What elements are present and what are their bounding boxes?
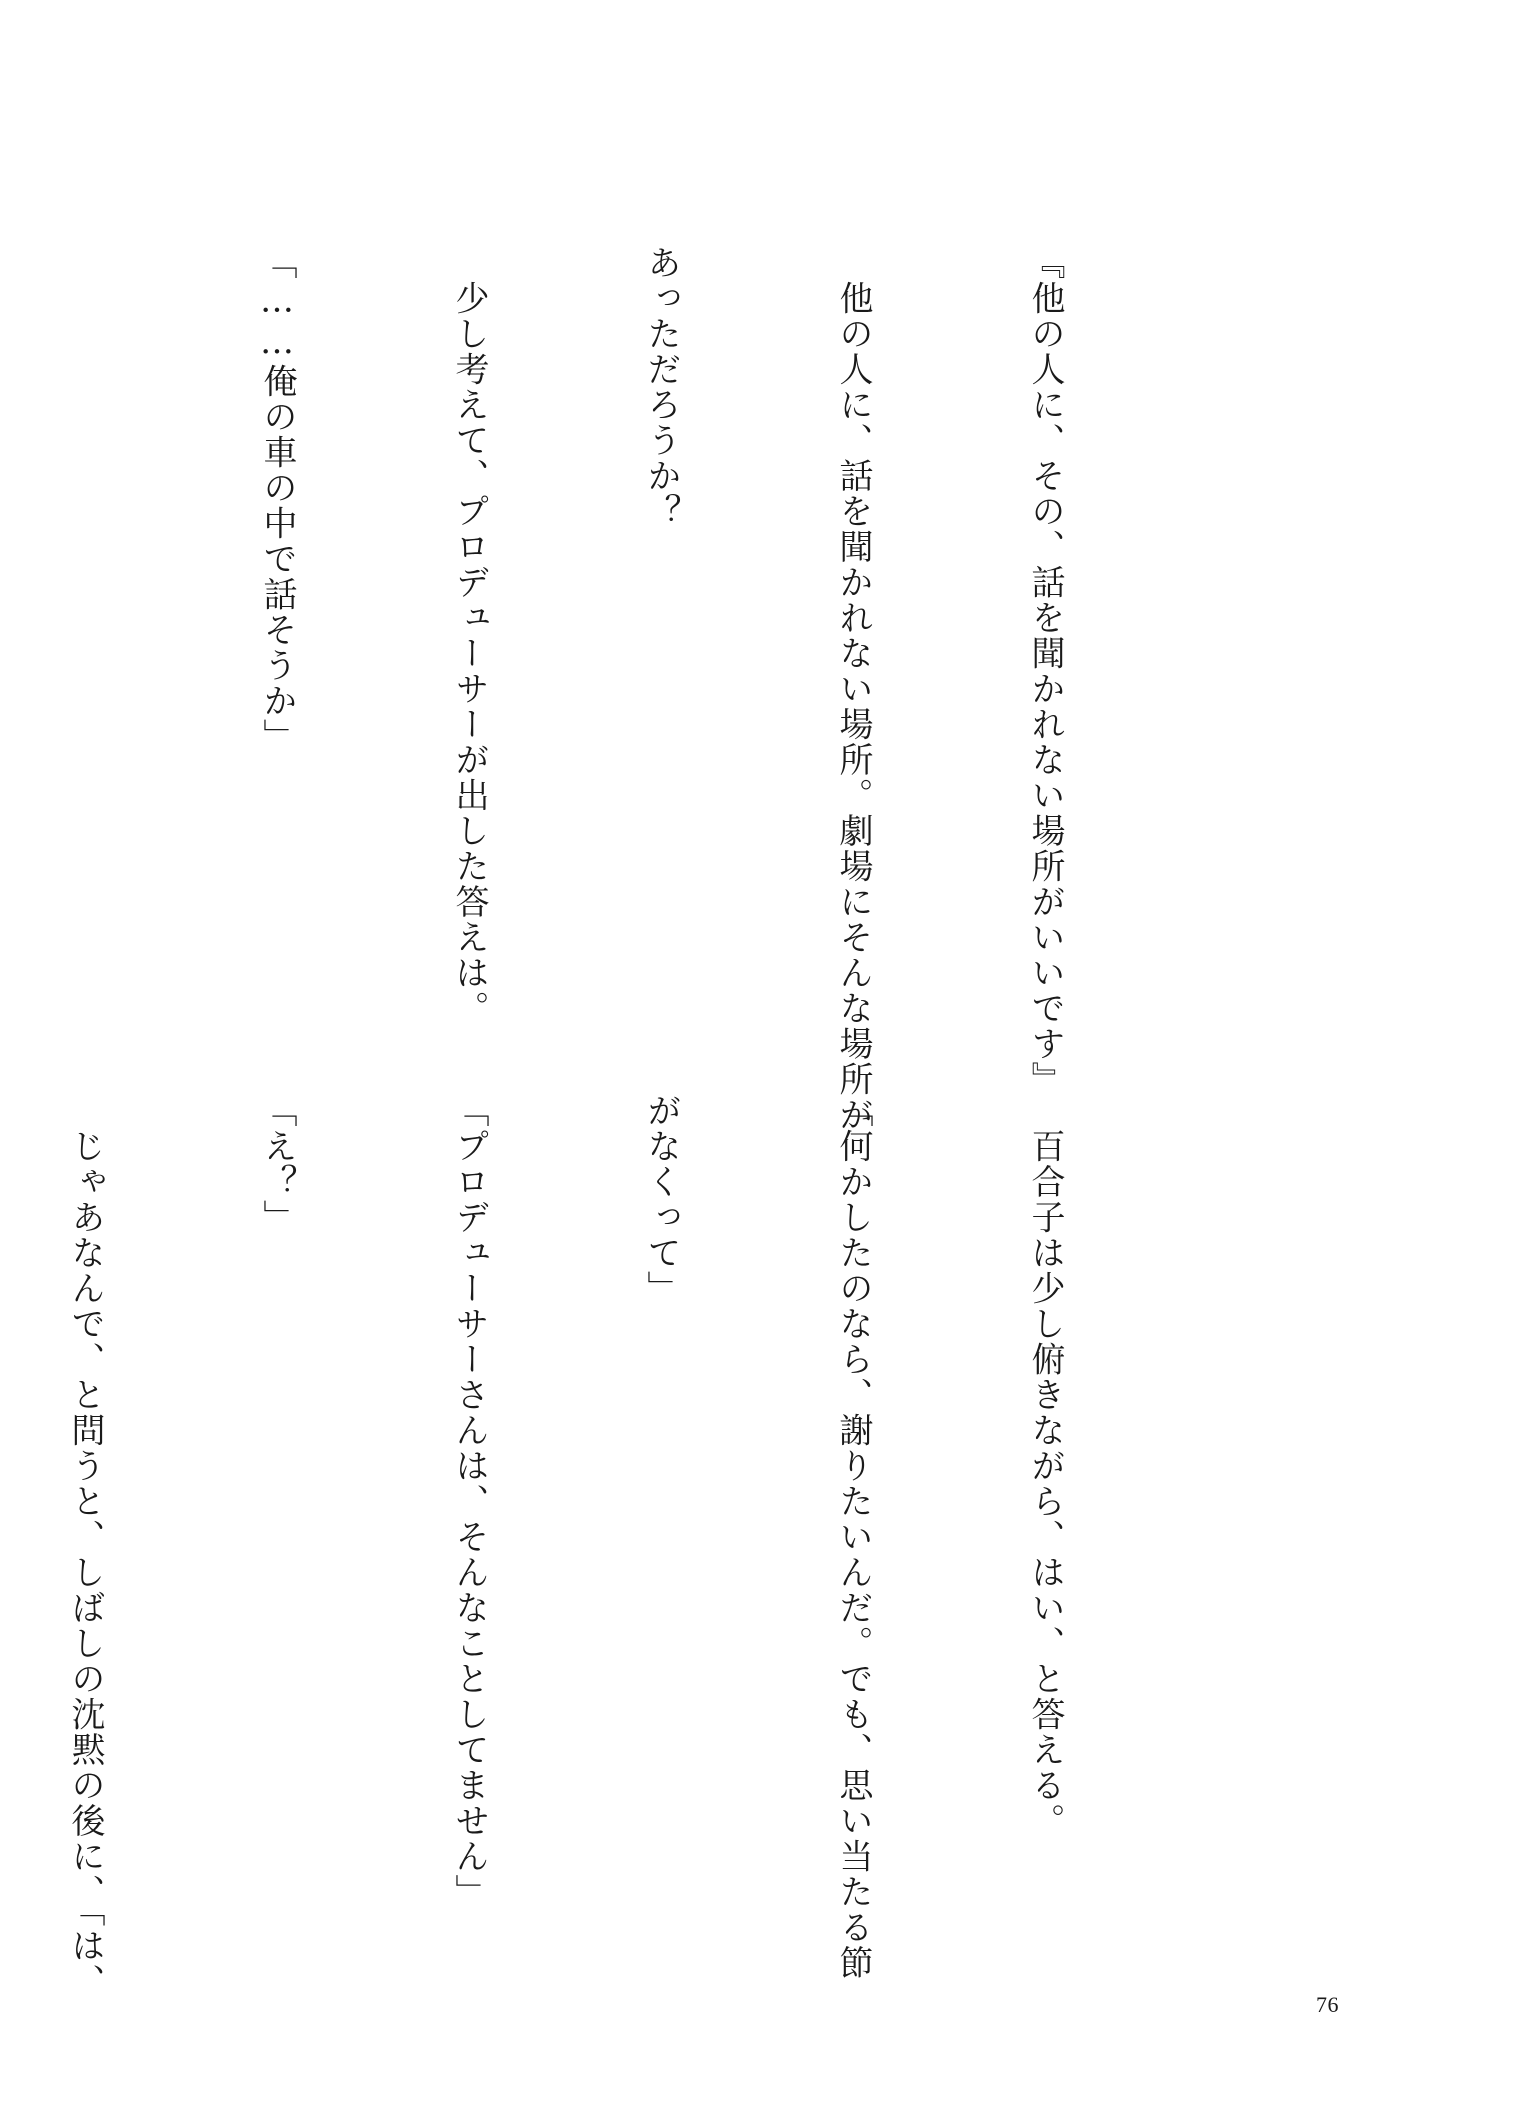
text-line: 「……俺の車の中で話そうか」	[257, 245, 297, 754]
text-line: じゃあなんで、と問うと、しばしの沈黙の後に、「は、	[65, 1093, 105, 1999]
top-text-block	[0, 245, 1205, 1133]
text-line: 少し考えて、プロデューサーが出した答えは。	[449, 245, 489, 1026]
text-line: がなくって」	[641, 1093, 681, 1306]
text-line: 他の人に、話を聞かれない場所。劇場にそんな場所が	[833, 245, 873, 1133]
bottom-text-block	[0, 1093, 1205, 1999]
text-line: 「プロデューサーさんは、そんなことしてません」	[449, 1093, 489, 1910]
page-number: 76	[1316, 1992, 1339, 2017]
text-line: あっただろうか？	[641, 245, 681, 529]
text-line: 「え？」	[257, 1093, 297, 1235]
text-line: 「何かしたのなら、謝りたいんだ。でも、思い当たる節	[833, 1093, 873, 1981]
text-line: 百合子は少し俯きながら、はい、と答える。	[1025, 1093, 1065, 1839]
text-line: 『他の人に、その、話を聞かれない場所がいいです』	[1025, 245, 1065, 1097]
